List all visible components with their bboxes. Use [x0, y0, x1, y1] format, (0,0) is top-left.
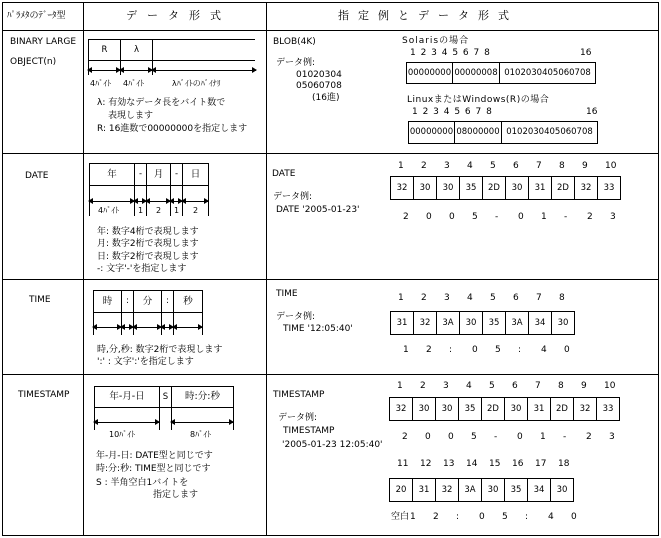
byte-char: 1 — [410, 512, 416, 522]
hex-byte-cell: 30 — [481, 478, 505, 502]
timestamp-dim-arrow — [94, 422, 159, 423]
byte-char: 4 — [541, 345, 547, 355]
hex-byte-cell: 30 — [435, 397, 459, 421]
blob-type-line1: BINARY LARGE — [10, 37, 77, 47]
hex-byte-cell: 2D — [551, 176, 575, 200]
time-dim-arrow — [93, 327, 121, 328]
timestamp-example-value: TIMESTAMP — [283, 426, 335, 436]
solaris-cell: 00000008 — [452, 62, 500, 84]
date-dim-arrow — [146, 201, 170, 202]
byte-char: 0 — [449, 212, 455, 222]
time-cell-hour: 時 — [93, 290, 122, 313]
hex-byte-cell: 30 — [551, 311, 575, 335]
time-example-label: データ例: — [276, 312, 316, 322]
byte-char: : — [449, 345, 453, 355]
hex-byte-cell: 30 — [412, 397, 436, 421]
solaris-cell: 00000000 — [406, 62, 453, 84]
byte-index: 7 — [536, 161, 542, 171]
row-divider-3 — [2, 374, 659, 375]
time-cell-second: 秒 — [173, 290, 203, 313]
header-data-format: データ形式 — [126, 9, 231, 22]
byte-char: : — [525, 512, 529, 522]
hex-byte-cell: 32 — [435, 478, 459, 502]
byte-char: - — [495, 212, 499, 222]
byte-index: 8 — [559, 161, 565, 171]
hex-byte-cell: 35 — [504, 478, 528, 502]
hex-byte-cell: 35 — [458, 397, 482, 421]
table-top-border — [2, 2, 659, 3]
linux-cell: 08000000 — [454, 121, 502, 144]
byte-index: 13 — [443, 459, 455, 469]
linux-cell: 00000000 — [408, 121, 455, 144]
date-example-label: データ例: — [273, 192, 313, 202]
byte-char: : — [518, 345, 522, 355]
time-type: TIME — [29, 295, 51, 305]
date-dim-arrow — [182, 201, 208, 202]
byte-index: 10 — [605, 161, 617, 171]
byte-char: - — [563, 432, 567, 442]
byte-index: 5 — [490, 293, 496, 303]
date-dim-label: 1 — [138, 206, 144, 215]
date-dim-label: 1 — [174, 206, 180, 215]
byte-index: 2 — [420, 381, 426, 391]
byte-index: 3 — [444, 161, 450, 171]
hex-byte-cell: 34 — [527, 478, 551, 502]
byte-index: 6 — [512, 381, 518, 391]
row-divider-2 — [2, 279, 659, 280]
byte-index: 4 — [467, 161, 473, 171]
byte-index: 7 — [535, 381, 541, 391]
byte-index: 6 — [513, 161, 519, 171]
date-type: DATE — [25, 171, 49, 181]
linux-cell: 0102030405060708 — [501, 121, 598, 144]
byte-index: 18 — [558, 459, 570, 469]
byte-char: 0 — [518, 212, 524, 222]
byte-char: 0 — [571, 512, 577, 522]
hex-byte-cell: 30 — [436, 176, 460, 200]
byte-char: : — [456, 512, 460, 522]
byte-char: 2 — [587, 212, 593, 222]
timestamp-type: TIMESTAMP — [18, 390, 70, 400]
time-dim-arrow — [173, 327, 202, 328]
hex-byte-cell: 3A — [436, 311, 460, 335]
header-example-format: 指定例とデータ形式 — [338, 9, 518, 22]
byte-index: 17 — [535, 459, 547, 469]
hex-byte-cell: 33 — [597, 176, 621, 200]
byte-char: 3 — [609, 432, 615, 442]
byte-char: 5 — [502, 512, 508, 522]
timestamp-example-label: データ例: — [278, 413, 318, 423]
byte-char: 3 — [610, 212, 616, 222]
byte-index: 14 — [466, 459, 478, 469]
hex-byte-cell: 30 — [413, 176, 437, 200]
linux-index-16: 16 — [586, 107, 598, 117]
date-cell-sep: - — [170, 163, 183, 186]
byte-index: 1 — [398, 161, 404, 171]
byte-char: 1 — [403, 345, 409, 355]
date-note: 日: 数字2桁で表現します — [97, 252, 199, 262]
date-note: -: 文字'-'を指定します — [97, 264, 187, 274]
byte-index: 2 — [421, 293, 427, 303]
hex-byte-cell: 32 — [389, 397, 413, 421]
header-param-type: ﾊﾟﾗﾒﾀのﾃﾞｰﾀ型 — [7, 11, 66, 21]
hex-byte-cell: 32 — [573, 397, 597, 421]
hex-byte-cell: 3A — [505, 311, 529, 335]
hex-byte-cell: 35 — [459, 176, 483, 200]
table-right-border — [658, 2, 659, 535]
byte-char: 0 — [479, 512, 485, 522]
hex-byte-cell: 3A — [458, 478, 482, 502]
blob-example-value: (16進) — [312, 93, 340, 103]
byte-index: 4 — [467, 293, 473, 303]
blob-dim-label: 4ﾊﾞｲﾄ — [123, 79, 145, 88]
date-dim-label: 4ﾊﾞｲﾄ — [98, 206, 120, 215]
hex-byte-cell: 31 — [528, 176, 552, 200]
byte-index: 7 — [536, 293, 542, 303]
blob-dim-label: 4ﾊﾞｲﾄ — [90, 79, 112, 88]
byte-char: 1 — [540, 432, 546, 442]
blob-cell-lambda: λ — [120, 39, 153, 61]
byte-index: 2 — [421, 161, 427, 171]
byte-index: 1 — [398, 293, 404, 303]
time-note: 時,分,秒: 数字2桁で表現します — [97, 345, 223, 355]
blob-note: λ: 有効なデータ長をバイト数で — [97, 98, 226, 108]
timestamp-note: 時:分:秒: TIME型と同じです — [96, 464, 211, 474]
solaris-index-16: 16 — [580, 48, 592, 58]
time-cell-minute: 分 — [133, 290, 162, 313]
byte-index: 15 — [489, 459, 501, 469]
blob-note: 表現します — [108, 111, 154, 121]
hex-byte-cell: 20 — [389, 478, 413, 502]
blob-example-label: データ例: — [276, 58, 316, 68]
hex-byte-cell: 2D — [550, 397, 574, 421]
hex-byte-cell: 30 — [459, 311, 483, 335]
time-example-value: TIME '12:05:40' — [283, 324, 353, 334]
time-dim-arrow — [133, 327, 161, 328]
timestamp-cell-time: 時:分:秒 — [171, 386, 234, 408]
byte-index: 8 — [559, 293, 565, 303]
byte-char: 0 — [564, 345, 570, 355]
byte-index: 9 — [582, 161, 588, 171]
byte-index: 12 — [420, 459, 432, 469]
hex-byte-cell: 35 — [482, 311, 506, 335]
byte-index: 10 — [604, 381, 616, 391]
byte-index: 3 — [444, 293, 450, 303]
blob-dim-label: λﾊﾞｲﾄのﾊﾞｲﾅﾘ — [172, 79, 221, 88]
byte-index: 16 — [512, 459, 524, 469]
byte-char: 4 — [548, 512, 554, 522]
blob-cell-binary — [152, 39, 255, 61]
time-cell-sep: : — [121, 290, 134, 313]
time-cell-sep: : — [161, 290, 174, 313]
byte-index: 6 — [513, 293, 519, 303]
byte-char: 2 — [433, 512, 439, 522]
byte-char: 2 — [426, 345, 432, 355]
date-example-title: DATE — [272, 169, 296, 179]
byte-char: 5 — [472, 212, 478, 222]
timestamp-cell-date: 年-月-日 — [94, 386, 160, 408]
blob-cell-r: R — [88, 39, 121, 61]
timestamp-note: S : 半角空白1バイトを — [96, 478, 189, 488]
date-cell-sep: - — [134, 163, 147, 186]
byte-char: 0 — [425, 432, 431, 442]
hex-byte-cell: 32 — [413, 311, 437, 335]
solaris-title: Solarisの場合 — [402, 36, 470, 46]
date-dim-arrow — [89, 201, 134, 202]
table-bottom-border — [2, 535, 659, 536]
byte-index: 3 — [443, 381, 449, 391]
linux-index: 1 2 3 4 5 6 7 8 — [412, 107, 493, 117]
byte-char: 0 — [426, 212, 432, 222]
timestamp-example-title: TIMESTAMP — [273, 390, 325, 400]
byte-char: 1 — [541, 212, 547, 222]
byte-index: 5 — [489, 381, 495, 391]
hex-byte-cell: 30 — [550, 478, 574, 502]
byte-char: - — [494, 432, 498, 442]
blob-example-value: 01020304 — [296, 70, 342, 80]
byte-char: 5 — [471, 432, 477, 442]
hex-byte-cell: 32 — [390, 176, 414, 200]
byte-char: 0 — [517, 432, 523, 442]
timestamp-space-label: 空白 — [391, 512, 410, 522]
row-divider-1 — [2, 153, 659, 154]
hex-byte-cell: 30 — [504, 397, 528, 421]
linux-title: LinuxまたはWindows(R)の場合 — [407, 95, 550, 105]
date-note: 年: 数字4桁で表現します — [97, 227, 199, 237]
date-cell-month: 月 — [146, 163, 171, 186]
date-cell-day: 日 — [182, 163, 209, 186]
timestamp-dim-label: 10ﾊﾞｲﾄ — [109, 430, 136, 439]
date-example-value: DATE '2005-01-23' — [276, 205, 360, 215]
byte-char: 2 — [403, 212, 409, 222]
byte-index: 5 — [490, 161, 496, 171]
table-left-border — [2, 2, 3, 535]
timestamp-dim-label: 8ﾊﾞｲﾄ — [190, 430, 212, 439]
date-cell-year: 年 — [89, 163, 135, 186]
blob-dim-arrow — [152, 70, 256, 71]
byte-index: 1 — [397, 381, 403, 391]
byte-char: 0 — [448, 432, 454, 442]
time-example-title: TIME — [276, 289, 298, 299]
blob-type-line2: OBJECT(n) — [10, 57, 57, 67]
blob-example-title: BLOB(4K) — [273, 37, 316, 47]
date-note: 月: 数字2桁で表現します — [97, 239, 199, 249]
blob-note: R: 16進数で00000000を指定します — [97, 124, 248, 134]
date-dim-label: 2 — [193, 206, 199, 215]
hex-byte-cell: 30 — [505, 176, 529, 200]
byte-char: 2 — [402, 432, 408, 442]
timestamp-note: 年-月-日: DATE型と同じです — [96, 451, 213, 461]
timestamp-note: 指定します — [153, 490, 199, 500]
byte-char: 5 — [495, 345, 501, 355]
hex-byte-cell: 34 — [528, 311, 552, 335]
hex-byte-cell: 31 — [412, 478, 436, 502]
byte-index: 9 — [581, 381, 587, 391]
byte-index: 11 — [397, 459, 409, 469]
blob-dim-arrow — [120, 70, 152, 71]
solaris-index: 1 2 3 4 5 6 7 8 — [410, 48, 491, 58]
hex-byte-cell: 31 — [527, 397, 551, 421]
timestamp-cell-space: S — [159, 386, 172, 408]
hex-byte-cell: 32 — [574, 176, 598, 200]
byte-char: - — [564, 212, 568, 222]
byte-char: 0 — [472, 345, 478, 355]
byte-char: 2 — [586, 432, 592, 442]
hex-byte-cell: 2D — [481, 397, 505, 421]
col-divider-1 — [83, 2, 84, 535]
hex-byte-cell: 2D — [482, 176, 506, 200]
blob-dim-arrow — [88, 70, 120, 71]
header-bottom-border — [2, 30, 659, 31]
hex-byte-cell: 33 — [596, 397, 620, 421]
byte-index: 4 — [466, 381, 472, 391]
timestamp-dim-arrow — [171, 422, 233, 423]
blob-example-value: 05060708 — [296, 81, 342, 91]
col-divider-2 — [266, 2, 267, 535]
timestamp-example-value: '2005-01-23 12:05:40' — [282, 440, 383, 450]
time-note: ':' : 文字':'を指定します — [97, 357, 194, 367]
date-dim-label: 2 — [156, 206, 162, 215]
byte-index: 8 — [558, 381, 564, 391]
hex-byte-cell: 31 — [390, 311, 414, 335]
solaris-cell: 0102030405060708 — [499, 62, 596, 84]
